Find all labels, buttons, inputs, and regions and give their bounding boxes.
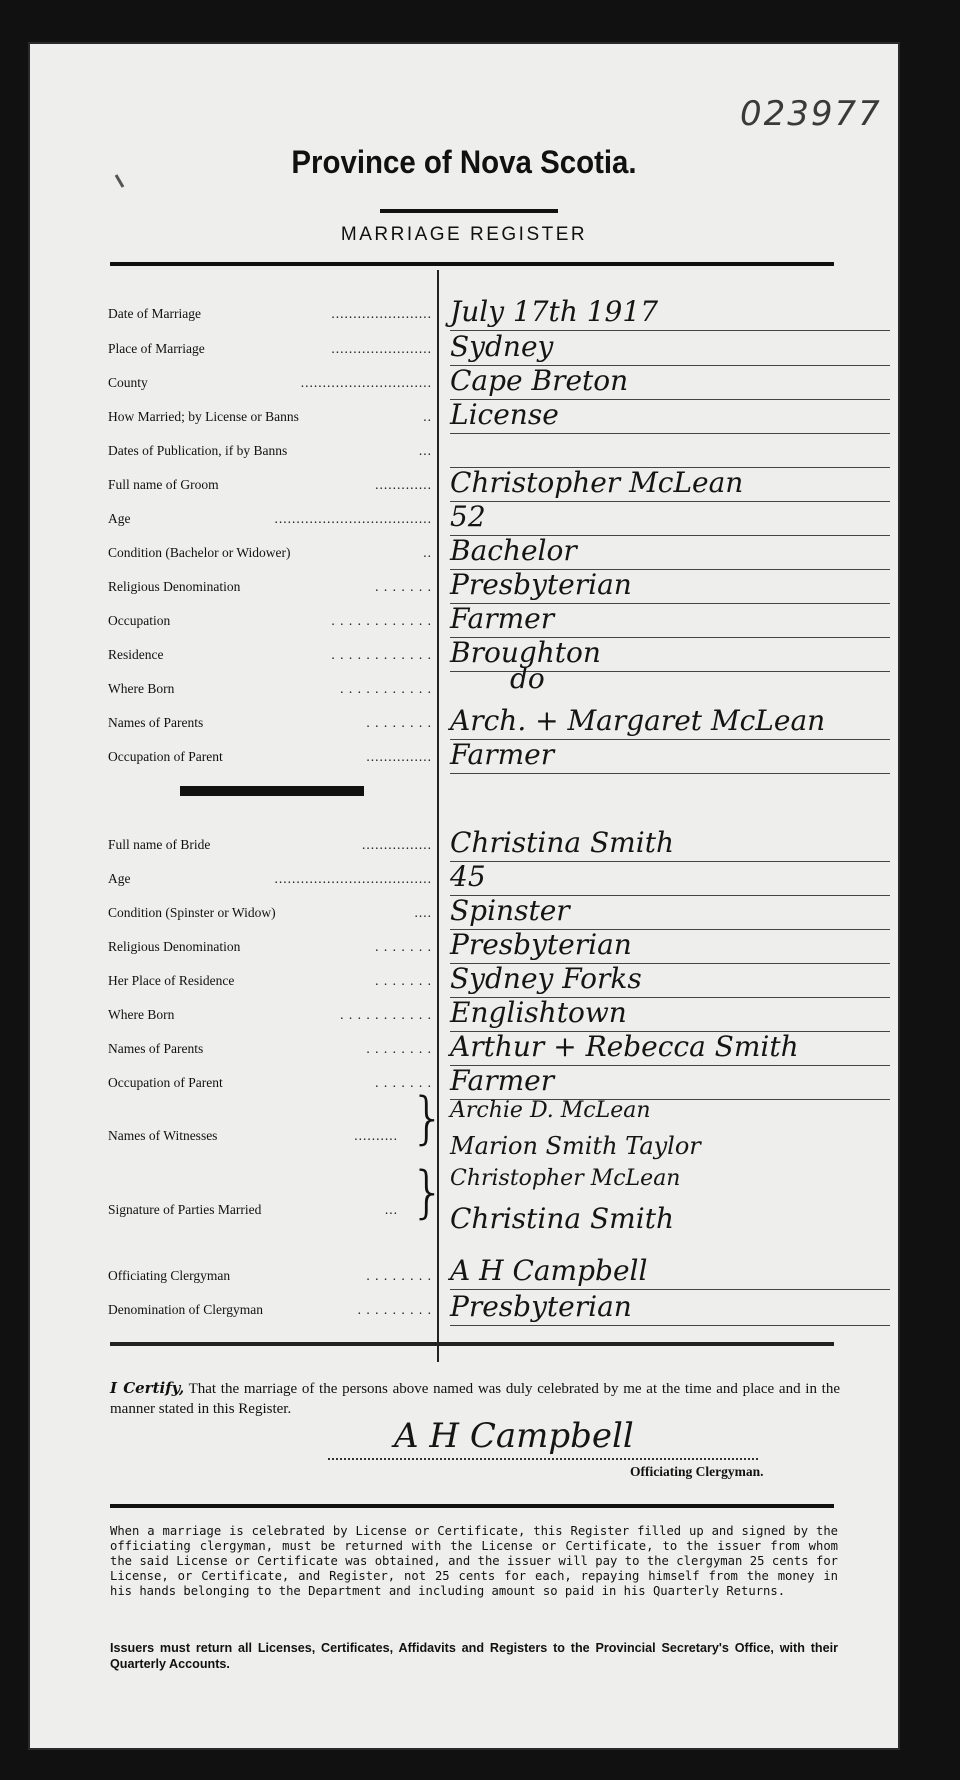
field-value: Farmer xyxy=(450,738,910,772)
field-value: Englishtown xyxy=(450,996,910,1030)
leader-dots: . . . . . . . . xyxy=(366,1041,432,1056)
signature-line xyxy=(328,1458,758,1460)
field-label: Age xyxy=(108,871,131,886)
field-row xyxy=(108,1260,438,1290)
leader-dots: .............................. xyxy=(300,375,432,390)
leader-dots: . . . . . . . . . . . . xyxy=(331,613,432,628)
field-label: Date of Marriage xyxy=(108,306,201,321)
field-row xyxy=(108,897,438,927)
leader-dots: .. xyxy=(423,545,432,560)
field-value: Cape Breton xyxy=(450,364,910,398)
field-label: Where Born xyxy=(108,681,175,696)
field-row xyxy=(108,639,438,669)
title-rule xyxy=(380,209,558,213)
parties-brace: } xyxy=(410,1160,446,1225)
field-value: Christopher McLean xyxy=(450,466,910,500)
field-label: Religious Denomination xyxy=(108,939,241,954)
field-value: Presbyterian xyxy=(450,928,910,962)
field-value: 52 xyxy=(450,500,910,534)
party-signature-bride: Christina Smith xyxy=(450,1202,674,1235)
field-row xyxy=(108,829,438,859)
field-value: Presbyterian xyxy=(450,1290,910,1324)
field-value: Bachelor xyxy=(450,534,910,568)
field-row xyxy=(108,1067,438,1097)
field-label: Age xyxy=(108,511,131,526)
leader-dots: ............. xyxy=(375,477,432,492)
field-label: Dates of Publication, if by Banns xyxy=(108,443,288,458)
field-row xyxy=(108,1194,438,1224)
register-form xyxy=(30,44,898,1748)
field-label: Names of Witnesses xyxy=(108,1128,218,1143)
field-row xyxy=(108,1294,438,1324)
leader-dots: . . . . . . . xyxy=(375,973,432,988)
field-value: A H Campbell xyxy=(450,1254,910,1288)
field-row xyxy=(108,999,438,1029)
field-label: Occupation xyxy=(108,613,171,628)
leader-dots: .... xyxy=(414,905,432,920)
certify-lead: I Certify, xyxy=(110,1379,185,1397)
field-label: How Married; by License or Banns xyxy=(108,409,299,424)
leader-dots: . . . . . . . . . . . xyxy=(340,1007,432,1022)
field-row xyxy=(108,571,438,601)
clergy-signature: A H Campbell xyxy=(394,1416,634,1456)
leader-dots: ... xyxy=(418,443,432,458)
field-value: July 17th 1917 xyxy=(450,295,910,329)
leader-dots: .................................... xyxy=(274,511,432,526)
field-label: Religious Denomination xyxy=(108,579,241,594)
field-value: Christina Smith xyxy=(450,826,910,860)
field-row xyxy=(108,367,438,397)
field-value: License xyxy=(450,398,910,432)
field-label: Full name of Groom xyxy=(108,477,219,492)
middle-divider xyxy=(110,1342,834,1346)
field-label: Officiating Clergyman xyxy=(108,1268,231,1283)
leader-dots: . . . . . . . . xyxy=(366,1268,432,1283)
field-label: Signature of Parties Married xyxy=(108,1202,262,1217)
certify-body: That the marriage of the persons above named was duly celebrated by me at the time and place and in the manner stated in this Register. xyxy=(110,1381,840,1417)
field-value: Sydney Forks xyxy=(450,962,910,996)
field-label: Her Place of Residence xyxy=(108,973,235,988)
field-row xyxy=(108,673,438,703)
field-value: Presbyterian xyxy=(450,568,910,602)
field-label: Residence xyxy=(108,647,164,662)
field-row xyxy=(108,605,438,635)
field-row xyxy=(108,1033,438,1063)
field-label: Where Born xyxy=(108,1007,175,1022)
leader-dots: ............... xyxy=(366,749,432,764)
field-row xyxy=(108,469,438,499)
bottom-divider xyxy=(110,1504,834,1508)
field-value: Arch. + Margaret McLean xyxy=(450,704,910,738)
field-row xyxy=(108,537,438,567)
leader-dots: .......... xyxy=(354,1128,398,1143)
field-label: Place of Marriage xyxy=(108,341,205,356)
leader-dots: ....................... xyxy=(331,306,432,321)
leader-dots: ....................... xyxy=(331,341,432,356)
party-signature-groom: Christopher McLean xyxy=(450,1166,681,1191)
field-row xyxy=(108,401,438,431)
signature-label: Officiating Clergyman. xyxy=(630,1464,764,1479)
field-row xyxy=(108,503,438,533)
leader-dots: ... xyxy=(384,1202,398,1217)
field-row xyxy=(108,707,438,737)
leader-dots: . . . . . . . . xyxy=(366,715,432,730)
form-subtitle: MARRIAGE REGISTER xyxy=(340,224,588,245)
field-label: County xyxy=(108,375,148,390)
field-value: Arthur + Rebecca Smith xyxy=(450,1030,910,1064)
leader-dots: . . . . . . . xyxy=(375,1075,432,1090)
field-value: Farmer xyxy=(450,602,910,636)
field-row xyxy=(108,435,438,465)
field-row xyxy=(108,333,438,363)
leader-dots: .................................... xyxy=(274,871,432,886)
issuer-notice: Issuers must return all Licenses, Certificates, Affidavits and Registers to the Provincial Secretary's Office, with their Quarterly Accounts. xyxy=(110,1641,838,1671)
field-row xyxy=(108,863,438,893)
field-label: Denomination of Clergyman xyxy=(108,1302,263,1317)
field-label: Occupation of Parent xyxy=(108,1075,223,1090)
field-label: Condition (Bachelor or Widower) xyxy=(108,545,291,560)
leader-dots: . . . . . . . . . xyxy=(357,1302,432,1317)
field-row xyxy=(108,1120,438,1150)
witnesses-brace: } xyxy=(410,1086,446,1151)
field-value: Broughton xyxy=(450,636,910,670)
leader-dots: . . . . . . . . . . . . xyxy=(331,647,432,662)
field-label: Names of Parents xyxy=(108,715,204,730)
top-divider xyxy=(110,262,834,266)
field-value: do xyxy=(510,662,545,695)
document-number: 023977 xyxy=(740,94,882,134)
field-label: Condition (Spinster or Widow) xyxy=(108,905,276,920)
leader-dots: ................ xyxy=(362,837,432,852)
leader-dots: . . . . . . . . . . . xyxy=(340,681,432,696)
leader-dots: .. xyxy=(423,409,432,424)
field-row xyxy=(108,298,438,328)
field-label: Full name of Bride xyxy=(108,837,211,852)
witness-2: Marion Smith Taylor xyxy=(450,1132,701,1160)
field-value: Farmer xyxy=(450,1064,910,1098)
field-row xyxy=(108,931,438,961)
field-value xyxy=(450,432,910,466)
field-row xyxy=(108,741,438,771)
field-value: Spinster xyxy=(450,894,910,928)
certification-text xyxy=(110,1378,840,1419)
field-value: 45 xyxy=(450,860,910,894)
section-separator-bar xyxy=(180,786,364,796)
return-notice: When a marriage is celebrated by License or Certificate, this Register filled up and signed by the officiating clergyman, must be returned with the License or Certificate, to the issuer from whom the said License or Certificate was obtained, and the issuer will pay to the clergyman 25 cents for License, or Certificate, and Register, not 25 cents for each, repaying himself from the money in his hands belonging to the Department and including amount so paid in his Quarterly Returns. xyxy=(110,1524,838,1598)
field-row xyxy=(108,965,438,995)
field-label: Occupation of Parent xyxy=(108,749,223,764)
witness-1: Archie D. McLean xyxy=(450,1098,651,1123)
field-label: Names of Parents xyxy=(108,1041,204,1056)
leader-dots: . . . . . . . xyxy=(375,579,432,594)
form-title: Province of Nova Scotia. xyxy=(291,144,637,180)
field-value: Sydney xyxy=(450,330,910,364)
leader-dots: . . . . . . . xyxy=(375,939,432,954)
